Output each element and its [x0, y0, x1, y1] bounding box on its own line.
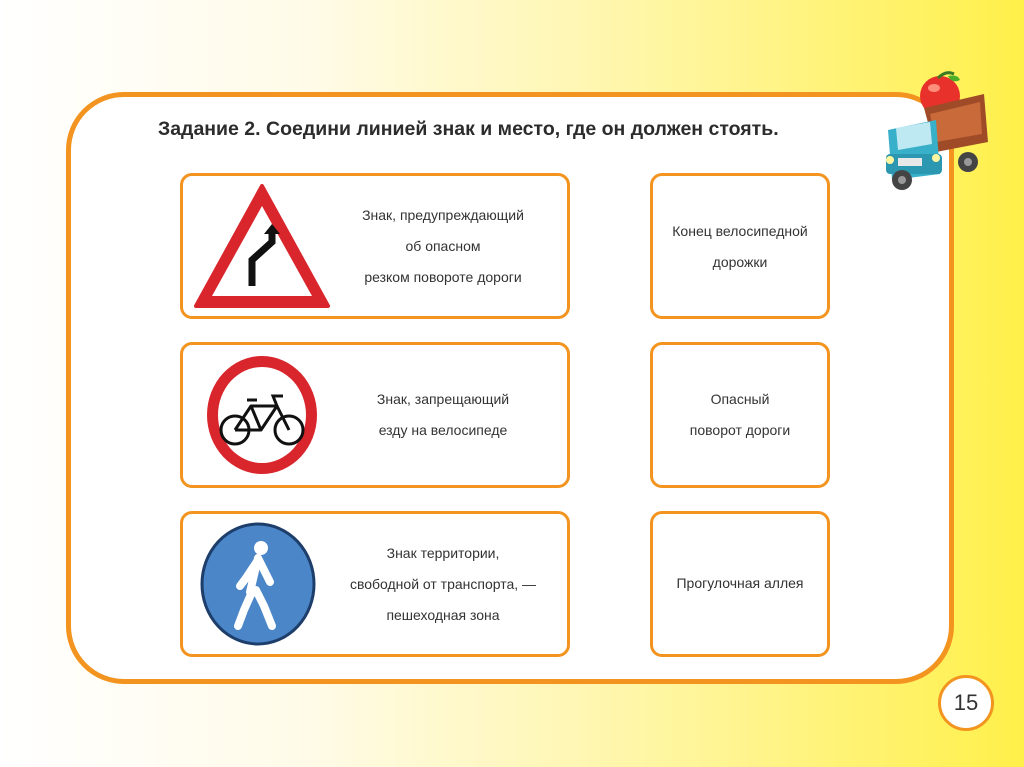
place-description: Прогулочная аллея: [676, 575, 804, 591]
page-number: 15: [938, 675, 994, 731]
place-description: Конец велосипедной дорожки: [672, 223, 808, 270]
truck-with-apple-icon: [878, 68, 990, 192]
sign-card-no-bicycles[interactable]: [180, 342, 570, 488]
sign-card-pedestrian-zone[interactable]: [180, 511, 570, 657]
place-card-dangerous-turn[interactable]: [650, 342, 830, 488]
no-bicycles-prohibition-icon: [203, 352, 321, 478]
task-title: Задание 2. Соедини линией знак и место, где он должен стоять.: [158, 118, 779, 140]
dangerous-curve-warning-icon: [192, 182, 332, 312]
sign-card-dangerous-curve[interactable]: [180, 173, 570, 319]
sign-description: Знак, предупреждающий об опасном резком повороте дороги: [362, 206, 524, 285]
pedestrian-zone-icon: [198, 520, 318, 648]
place-description: Опасный поворот дороги: [689, 391, 791, 438]
sign-description: Знак территории, свободной от транспорта, — пешеходная зона: [349, 544, 537, 623]
place-card-bike-path-end[interactable]: [650, 173, 830, 319]
place-card-promenade[interactable]: [650, 511, 830, 657]
sign-description: Знак, запрещающий езду на велосипеде: [376, 391, 510, 438]
